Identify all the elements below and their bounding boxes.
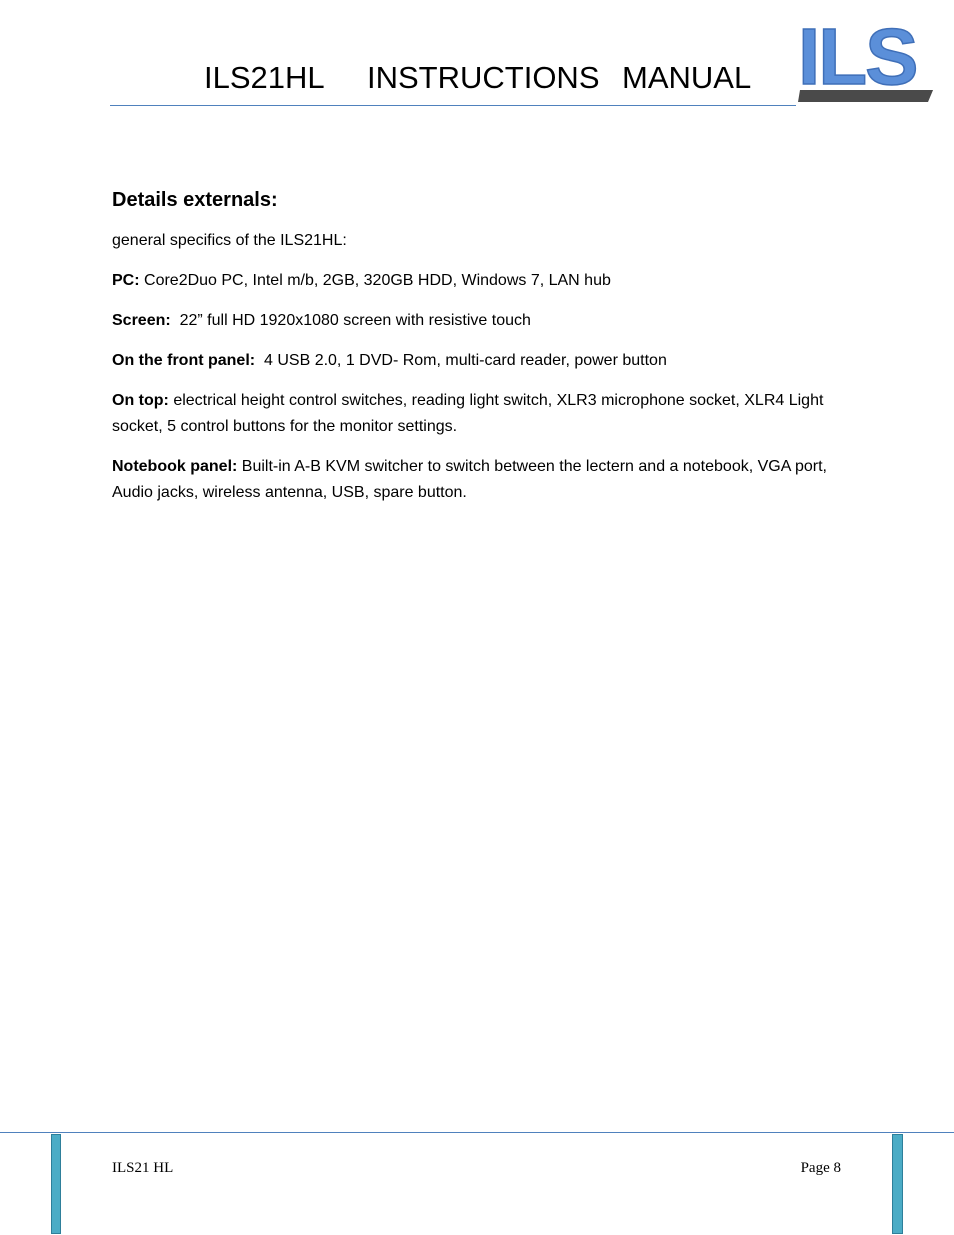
footer-bar-left [51, 1134, 61, 1234]
header-title-instructions: INSTRUCTIONS [367, 60, 600, 95]
spec-screen [112, 308, 852, 334]
header-rule [110, 105, 796, 106]
section-heading: Details externals: [112, 189, 278, 211]
spec-text: electrical height control switches, reading light switch, XLR3 microphone socket, XLR4 Light socket, 5 control buttons for the monitor settings. [112, 392, 824, 435]
page-label: Page [800, 1160, 830, 1176]
spec-label: Notebook panel: [112, 458, 238, 475]
spec-label: PC: [112, 272, 140, 289]
footer-rule [0, 1132, 954, 1133]
spec-pc [112, 268, 852, 294]
details-section [112, 186, 852, 520]
logo-text: ILS [798, 14, 917, 101]
spec-text: Built-in A-B KVM switcher to switch between the lectern and a notebook, VGA port, Audio jacks, wireless antenna, USB, spare button. [112, 458, 827, 501]
spec-text: Core2Duo PC, Intel m/b, 2GB, 320GB HDD, Windows 7, LAN hub [139, 272, 611, 289]
spec-text: 4 USB 2.0, 1 DVD- Rom, multi-card reader, power button [255, 352, 667, 369]
spec-on-top [112, 388, 852, 440]
intro-text: general specifics of the ILS21HL: [112, 232, 347, 249]
header-title-manual: MANUAL [622, 60, 752, 95]
spec-label: Screen: [112, 312, 171, 329]
spec-notebook-panel [112, 454, 852, 506]
footer-page-number [801, 1158, 841, 1178]
spec-text: 22” full HD 1920x1080 screen with resistive touch [170, 312, 531, 329]
spec-front-panel [112, 348, 852, 374]
header-title-model: ILS21HL [204, 60, 325, 95]
spec-label: On the front panel: [112, 352, 256, 369]
spec-label: On top: [112, 392, 169, 409]
header-title [110, 56, 796, 100]
footer-doc-name: ILS21 HL [112, 1160, 174, 1176]
footer-bar-right [892, 1134, 903, 1234]
page-number: 8 [833, 1160, 841, 1176]
ils-logo [794, 14, 948, 106]
